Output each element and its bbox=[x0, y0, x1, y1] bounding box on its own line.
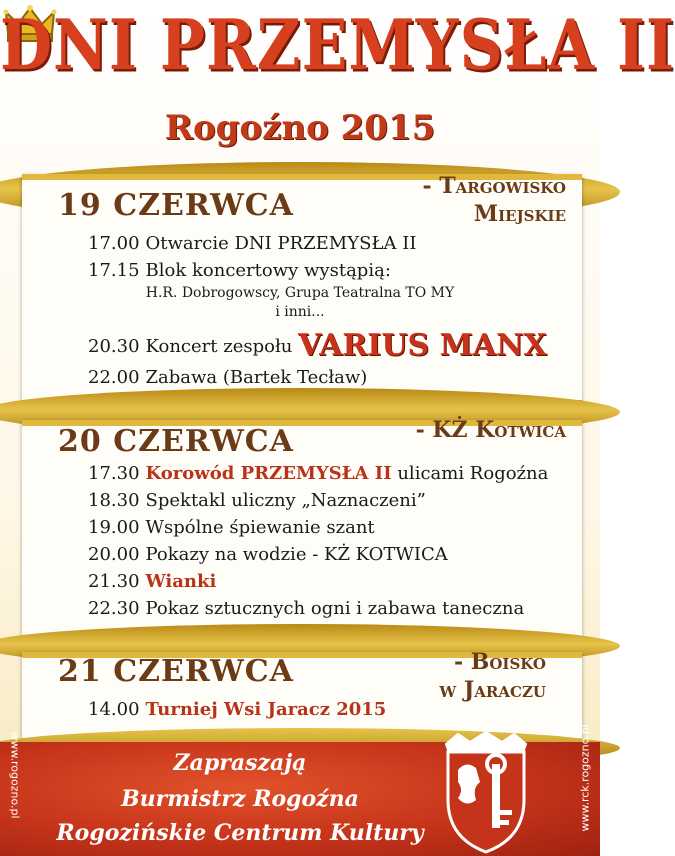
footer-mayor: Burmistrz Rogoźna bbox=[121, 786, 359, 812]
event-row: 20.00 Pokazy na wodzie - KŻ KOTWICA bbox=[88, 544, 448, 565]
day-heading: 20 CZERWCA bbox=[58, 424, 294, 459]
event-row: 22.00 Zabawa (Bartek Tecław) bbox=[88, 367, 368, 388]
day-heading: 21 CZERWCA bbox=[58, 654, 294, 689]
page-title: DNI PRZEMYSŁA II bbox=[0, 5, 675, 87]
event-row: 17.15 Blok koncertowy wystąpią: bbox=[88, 260, 391, 281]
event-row: 14.00 Turniej Wsi Jaracz 2015 bbox=[88, 699, 387, 720]
event-row: 18.30 Spektakl uliczny „Naznaczeni” bbox=[88, 490, 426, 511]
event-row: 19.00 Wspólne śpiewanie szant bbox=[88, 517, 375, 538]
event-row: 17.30 Korowód PRZEMYSŁA II ulicami Rogoźna bbox=[88, 463, 549, 484]
url-right[interactable]: www.rck.rogozno.pl bbox=[578, 724, 592, 832]
event-row: 22.30 Pokaz sztucznych ogni i zabawa taneczna bbox=[88, 598, 525, 619]
day-location: - Boisko w Jaraczu bbox=[439, 649, 546, 703]
footer-invite: Zapraszają bbox=[173, 750, 307, 776]
page-subtitle: Rogoźno 2015 bbox=[164, 108, 436, 148]
footer-culture-center: Rogozińskie Centrum Kultury bbox=[56, 820, 424, 846]
headliner: VARIUS MANX bbox=[298, 328, 547, 363]
coat-of-arms-icon bbox=[436, 730, 536, 854]
day-location: - KŻ Kotwica bbox=[415, 417, 566, 443]
event-row: 20.30 Koncert zespołu VARIUS MANX bbox=[88, 328, 547, 363]
day-location: - Targowisko Miejskie bbox=[422, 173, 566, 227]
event-row: 21.30 Wianki bbox=[88, 571, 217, 592]
performers-line: i inni... bbox=[275, 304, 325, 320]
event-row: 17.00 Otwarcie DNI PRZEMYSŁA II bbox=[88, 233, 417, 254]
performers-line: H.R. Dobrogowscy, Grupa Teatralna TO MY bbox=[145, 285, 455, 301]
url-left[interactable]: www.rogozno.pl bbox=[8, 731, 22, 819]
day-heading: 19 CZERWCA bbox=[58, 188, 294, 223]
